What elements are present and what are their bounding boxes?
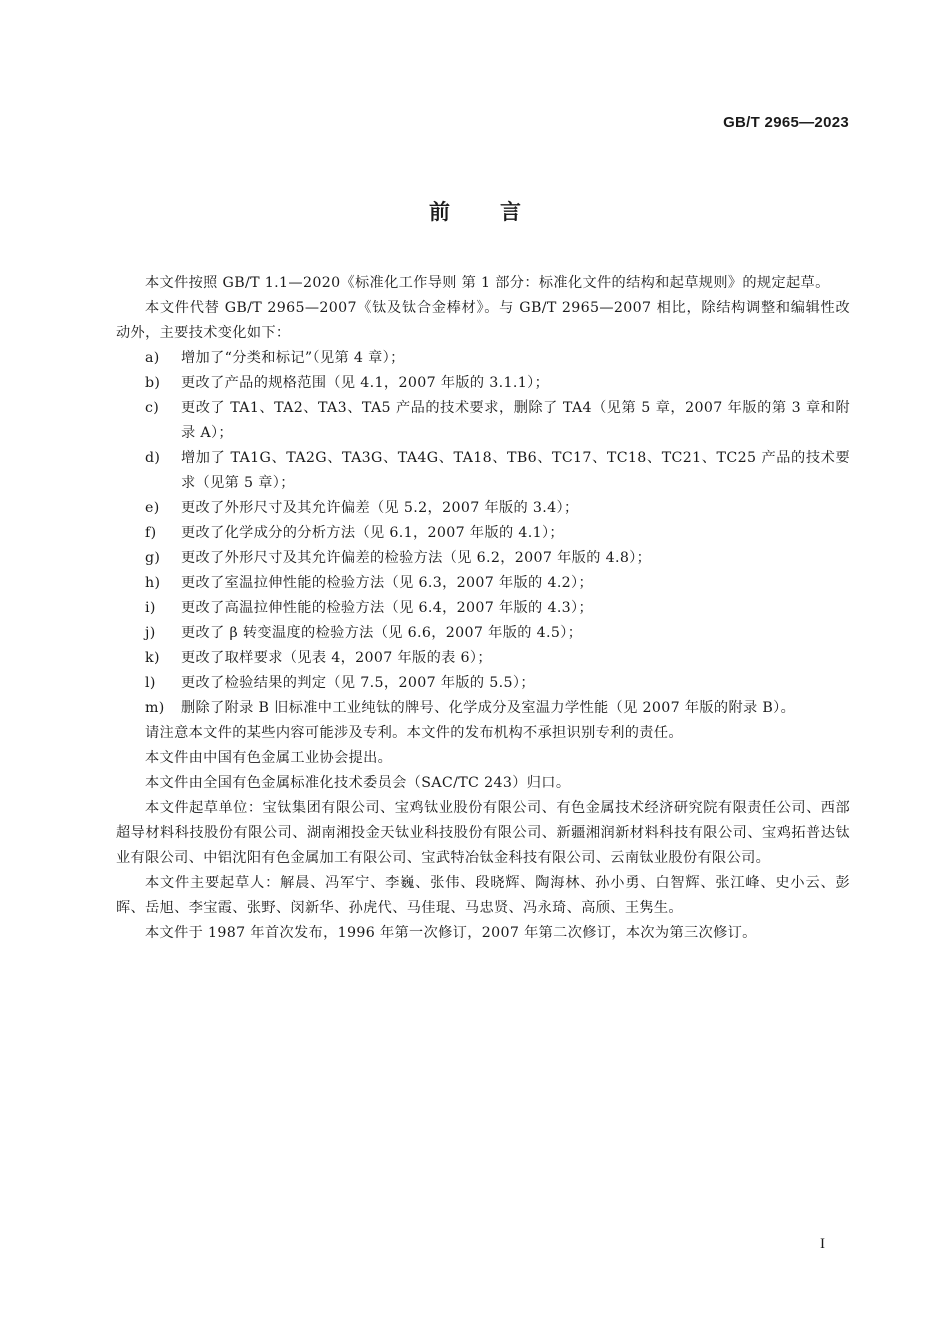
list-item — [116, 596, 850, 621]
paragraph-drafters: 本文件主要起草人：解晨、冯军宁、李巍、张伟、段晓辉、陶海林、孙小勇、白智辉、张江峰、史小云、彭晖、岳旭、李宝霞、张野、闵新华、孙虎代、马佳琨、马忠贤、冯永琦、高颀、王隽生。 — [116, 875, 850, 916]
list-item — [116, 396, 850, 446]
list-item-text: 更改了检验结果的判定（见 7.5，2007 年版的 5.5）； — [181, 675, 535, 691]
standard-number: GB/T 2965—2023 — [723, 114, 849, 131]
paragraph-proposer: 本文件由中国有色金属工业协会提出。 — [145, 750, 393, 766]
list-item-label: c) — [145, 400, 160, 416]
list-item-label: b) — [145, 375, 161, 391]
list-item — [116, 621, 850, 646]
list-item-label: e) — [145, 500, 160, 516]
list-item-label: l) — [145, 675, 156, 691]
list-item — [116, 671, 850, 696]
paragraph-drafting-units: 本文件起草单位：宝钛集团有限公司、宝鸡钛业股份有限公司、有色金属技术经济研究院有限责任公司、西部超导材料科技股份有限公司、湖南湘投金天钛业科技股份有限公司、新疆湘润新材料科技有限公司、宝鸡拓普达钛业有限公司、中铝沈阳有色金属加工有限公司、宝武特冶钛金科技有限公司、云南钛业股份有限公司。 — [116, 800, 850, 866]
list-item — [116, 371, 850, 396]
page-number: I — [820, 1236, 825, 1252]
list-item-text: 增加了 TA1G、TA2G、TA3G、TA4G、TA18、TB6、TC17、TC18、TC21、TC25 产品的技术要求（见第 5 章）； — [181, 450, 850, 491]
list-item-label: a) — [145, 350, 160, 366]
paragraph-drafting-rules: 本文件按照 GB/T 1.1—2020《标准化工作导则 第 1 部分：标准化文件的结构和起草规则》的规定起草。 — [145, 275, 830, 291]
list-item-text: 更改了外形尺寸及其允许偏差（见 5.2，2007 年版的 3.4）； — [181, 500, 579, 516]
list-item-label: d) — [145, 450, 161, 466]
list-item-text: 更改了高温拉伸性能的检验方法（见 6.4，2007 年版的 4.3）； — [181, 600, 594, 616]
list-item-label: j) — [145, 625, 156, 641]
list-item-text: 更改了 β 转变温度的检验方法（见 6.6，2007 年版的 4.5）； — [181, 625, 583, 641]
list-item-text: 更改了取样要求（见表 4，2007 年版的表 6）； — [181, 650, 492, 666]
changes-list — [116, 346, 850, 721]
list-item — [116, 496, 850, 521]
list-item-text: 更改了 TA1、TA2、TA3、TA5 产品的技术要求，删除了 TA4（见第 5 章，2007 年版的第 3 章和附录 A）； — [181, 400, 850, 441]
list-item-label: i) — [145, 600, 156, 616]
list-item — [116, 346, 850, 371]
list-item-text: 增加了“分类和标记”（见第 4 章）； — [181, 350, 405, 366]
list-item — [116, 546, 850, 571]
list-item-text: 删除了附录 B 旧标准中工业纯钛的牌号、化学成分及室温力学性能（见 2007 年版的附录 B）。 — [181, 700, 796, 716]
list-item — [116, 696, 850, 721]
list-item-text: 更改了化学成分的分析方法（见 6.1，2007 年版的 4.1）； — [181, 525, 564, 541]
list-item-label: g) — [145, 550, 161, 566]
list-item — [116, 446, 850, 496]
list-item-label: k) — [145, 650, 160, 666]
list-item-text: 更改了外形尺寸及其允许偏差的检验方法（见 6.2，2007 年版的 4.8）； — [181, 550, 652, 566]
paragraph-patent-notice: 请注意本文件的某些内容可能涉及专利。本文件的发布机构不承担识别专利的责任。 — [145, 725, 683, 741]
list-item-text: 更改了产品的规格范围（见 4.1，2007 年版的 3.1.1）； — [181, 375, 550, 391]
page-title: 前言 — [429, 200, 571, 224]
paragraph-replaces: 本文件代替 GB/T 2965—2007《钛及钛合金棒材》。与 GB/T 2965—2007 相比，除结构调整和编辑性改动外，主要技术变化如下： — [116, 300, 850, 341]
foreword-body — [116, 271, 850, 946]
paragraph-committee: 本文件由全国有色金属标准化技术委员会（SAC/TC 243）归口。 — [145, 775, 571, 791]
list-item-text: 更改了室温拉伸性能的检验方法（见 6.3，2007 年版的 4.2）； — [181, 575, 594, 591]
list-item — [116, 571, 850, 596]
list-item — [116, 646, 850, 671]
list-item-label: h) — [145, 575, 161, 591]
list-item-label: f) — [145, 525, 157, 541]
paragraph-history: 本文件于 1987 年首次发布，1996 年第一次修订，2007 年第二次修订，本次为第三次修订。 — [145, 925, 757, 941]
list-item — [116, 521, 850, 546]
list-item-label: m) — [145, 700, 165, 716]
